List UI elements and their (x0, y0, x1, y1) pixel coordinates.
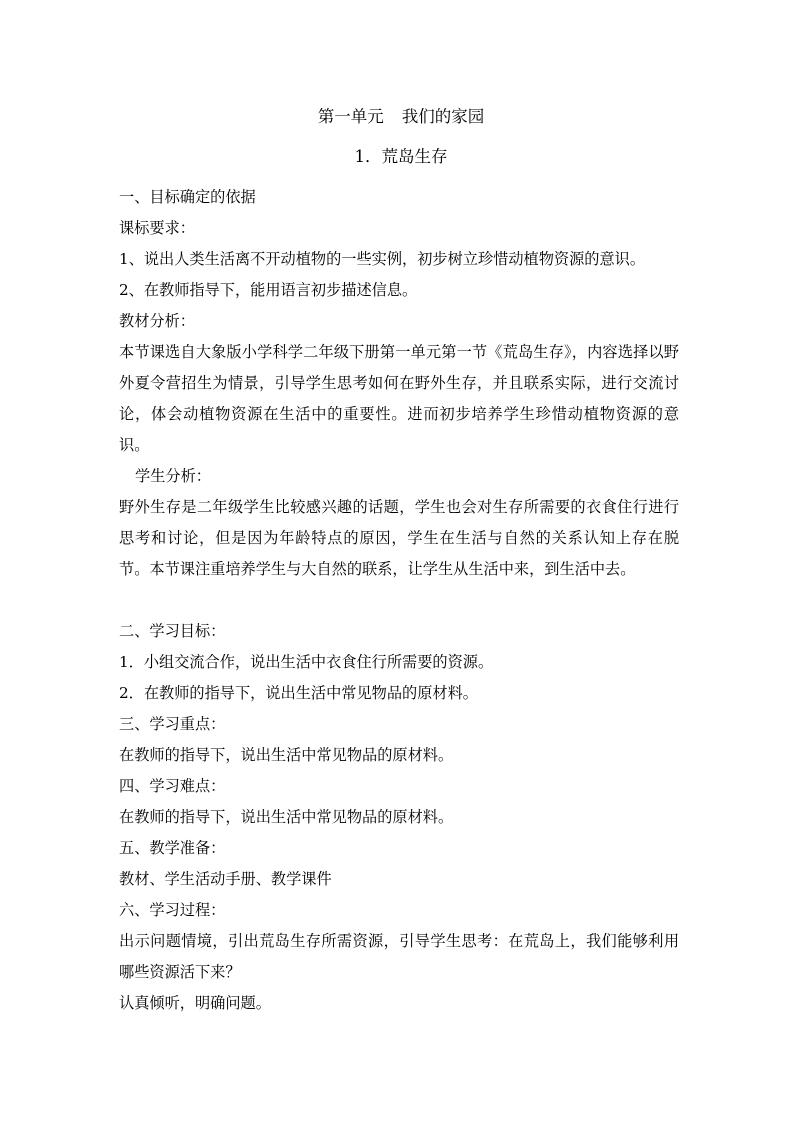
blank-line (119, 585, 679, 616)
student-paragraph: 野外生存是二年级学生比较感兴趣的话题，学生也会对生存所需要的衣食住行进行思考和讨论，但是因为年龄特点的原因，学生在生活与自然的关系认知上存在脱节。本节课注重培养学生与大自然的联系，让学生从生活中来，到生活中去。 (119, 498, 679, 578)
textbook-paragraph: 本节课选自大象版小学科学二年级下册第一单元第一节《荒岛生存》，内容选择以野外夏令营招生为情景，引导学生思考如何在野外生存，并且联系实际，进行交流讨论，体会动植物资源在生活中的重要性。进而初步培养学生珍惜动植物资源的意识。 (119, 343, 679, 454)
unit-title (4, 106, 794, 128)
textbook-heading: 教材分析： (119, 312, 195, 330)
key-points-text: 在教师的指导下，说出生活中常见物品的原材料。 (119, 746, 454, 764)
process-heading: 六、学习过程： (119, 901, 226, 919)
goals-heading: 二、学习目标： (119, 622, 226, 640)
goal-item-2: 2．在教师的指导下，说出生活中常见物品的原材料。 (119, 684, 478, 702)
unit-title-name: 我们的家园 (401, 107, 485, 126)
unit-title-number: 第一单元 (317, 107, 384, 126)
difficulty-heading: 四、学习难点： (119, 777, 226, 795)
curriculum-item-2: 2、在教师指导下，能用语言初步描述信息。 (119, 281, 418, 299)
key-points-heading: 三、学习重点： (119, 715, 226, 733)
preparation-heading: 五、教学准备： (119, 839, 226, 857)
preparation-text: 教材、学生活动手册、教学课件 (119, 870, 332, 888)
process-paragraph-2: 认真倾听，明确问题。 (119, 994, 271, 1012)
curriculum-heading: 课标要求： (119, 219, 195, 237)
basis-heading: 一、目标确定的依据 (119, 188, 256, 206)
student-heading: 学生分析： (135, 467, 211, 485)
goal-item-1: 1．小组交流合作，说出生活中衣食住行所需要的资源。 (119, 653, 494, 671)
lesson-title: 1．荒岛生存 (354, 147, 448, 166)
process-paragraph-1: 出示问题情境，引出荒岛生存所需资源，引导学生思考：在荒岛上，我们能够利用哪些资源活下来？ (119, 932, 679, 981)
document-body (119, 182, 679, 1019)
difficulty-text: 在教师的指导下，说出生活中常见物品的原材料。 (119, 808, 454, 826)
curriculum-item-1: 1、说出人类生活离不开动植物的一些实例，初步树立珍惜动植物资源的意识。 (119, 250, 646, 268)
